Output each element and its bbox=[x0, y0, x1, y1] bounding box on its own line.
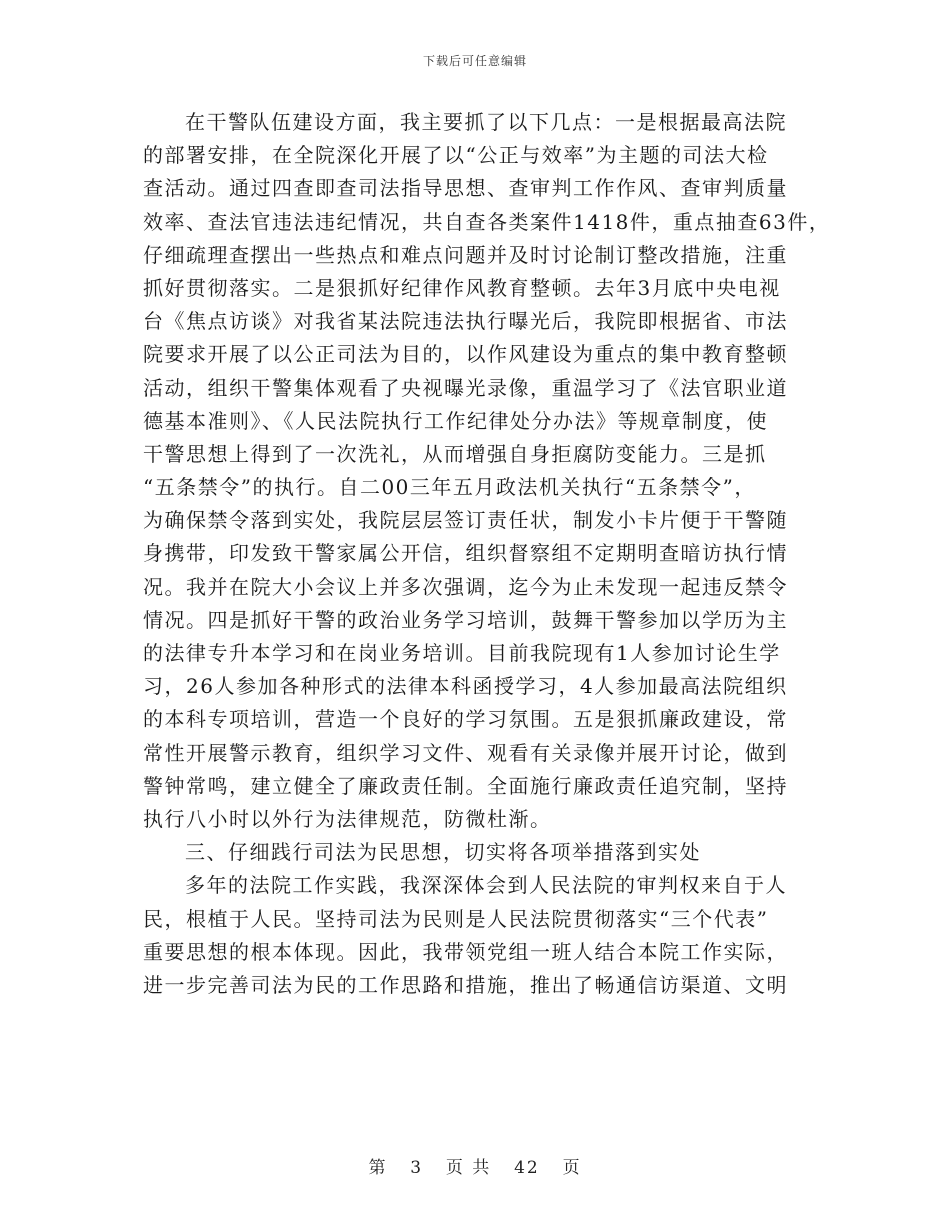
page-header-note: 下载后可任意编辑 bbox=[422, 54, 527, 68]
text-line: 德基本准则》、《人民法院执行工作纪律处分办法》等规章制度，使 bbox=[143, 408, 768, 433]
text-line: 查活动。通过四查即查司法指导思想、查审判工作作风、查审判质量 bbox=[143, 176, 788, 201]
footer-current-page: 3 bbox=[410, 1158, 424, 1178]
text-line: 的本科专项培训，营造一个良好的学习氛围。五是狠抓廉政建设，常 bbox=[143, 707, 788, 732]
footer-suffix: 页 bbox=[562, 1158, 582, 1178]
text-line: 为确保禁令落到实处，我院层层签订责任状，制发小卡片便于干警随 bbox=[143, 508, 788, 533]
document-body bbox=[143, 106, 831, 1002]
text-line: 况。我并在院大小会议上并多次强调，迄今为止未发现一起违反禁令 bbox=[143, 574, 788, 599]
text-line: 干警思想上得到了一次洗礼，从而增强自身拒腐防变能力。三是抓 bbox=[143, 441, 767, 466]
text-line: 民，根植于人民。坚持司法为民则是人民法院贯彻落实“三个代表” bbox=[143, 906, 769, 931]
text-line: 的法律专升本学习和在岗业务培训。目前我院现有1人参加讨论生学 bbox=[143, 641, 781, 665]
footer-total-pages: 42 bbox=[514, 1158, 540, 1178]
text-line: “五条禁令”的执行。自二00三年五月政法机关执行“五条禁令”， bbox=[143, 475, 756, 500]
footer-prefix: 第 bbox=[368, 1158, 388, 1178]
text-line: 台《焦点访谈》对我省某法院违法执行曝光后，我院即根据省、市法 bbox=[143, 309, 788, 334]
text-line: 活动，组织干警集体观看了央视曝光录像，重温学习了《法官职业道 bbox=[143, 375, 788, 400]
text-line: 效率、查法官违法违纪情况，共自查各类案件1418件，重点抽查63件， bbox=[143, 209, 831, 234]
text-line: 进一步完善司法为民的工作思路和措施，推出了畅通信访渠道、文明 bbox=[143, 972, 788, 997]
text-line: 常性开展警示教育，组织学习文件、观看有关录像并展开讨论，做到 bbox=[143, 740, 788, 765]
text-line: 在干警队伍建设方面，我主要抓了以下几点：一是根据最高法院 bbox=[185, 110, 787, 134]
text-line: 重要思想的根本体现。因此，我带领党组一班人结合本院工作实际， bbox=[143, 939, 788, 964]
text-line: 警钟常鸣，建立健全了廉政责任制。全面施行廉政责任追究制，坚持 bbox=[143, 773, 788, 798]
text-line: 身携带，印发致干警家属公开信，组织督察组不定期明查暗访执行情 bbox=[143, 541, 788, 566]
page-footer bbox=[0, 1153, 950, 1178]
section-heading: 三、仔细践行司法为民思想，切实将各项举措落到实处 bbox=[185, 840, 701, 865]
text-line: 情况。四是抓好干警的政治业务学习培训，鼓舞干警参加以学历为主 bbox=[143, 607, 788, 632]
text-line: 多年的法院工作实践，我深深体会到人民法院的审判权来自于人 bbox=[185, 873, 787, 898]
text-line: 执行八小时以外行为法律规范，防微杜渐。 bbox=[143, 806, 552, 831]
text-line: 习，26人参加各种形式的法律本科函授学习，4人参加最高法院组织 bbox=[143, 674, 788, 699]
footer-middle: 页 共 bbox=[445, 1158, 492, 1178]
text-line: 仔细疏理查摆出一些热点和难点问题并及时讨论制订整改措施，注重 bbox=[143, 242, 788, 267]
text-line: 院要求开展了以公正司法为目的，以作风建设为重点的集中教育整顿 bbox=[143, 342, 788, 367]
text-line: 抓好贯彻落实。二是狠抓好纪律作风教育整顿。去年3月底中央电视 bbox=[143, 275, 781, 300]
text-line: 的部署安排，在全院深化开展了以“公正与效率”为主题的司法大检 bbox=[143, 143, 769, 168]
